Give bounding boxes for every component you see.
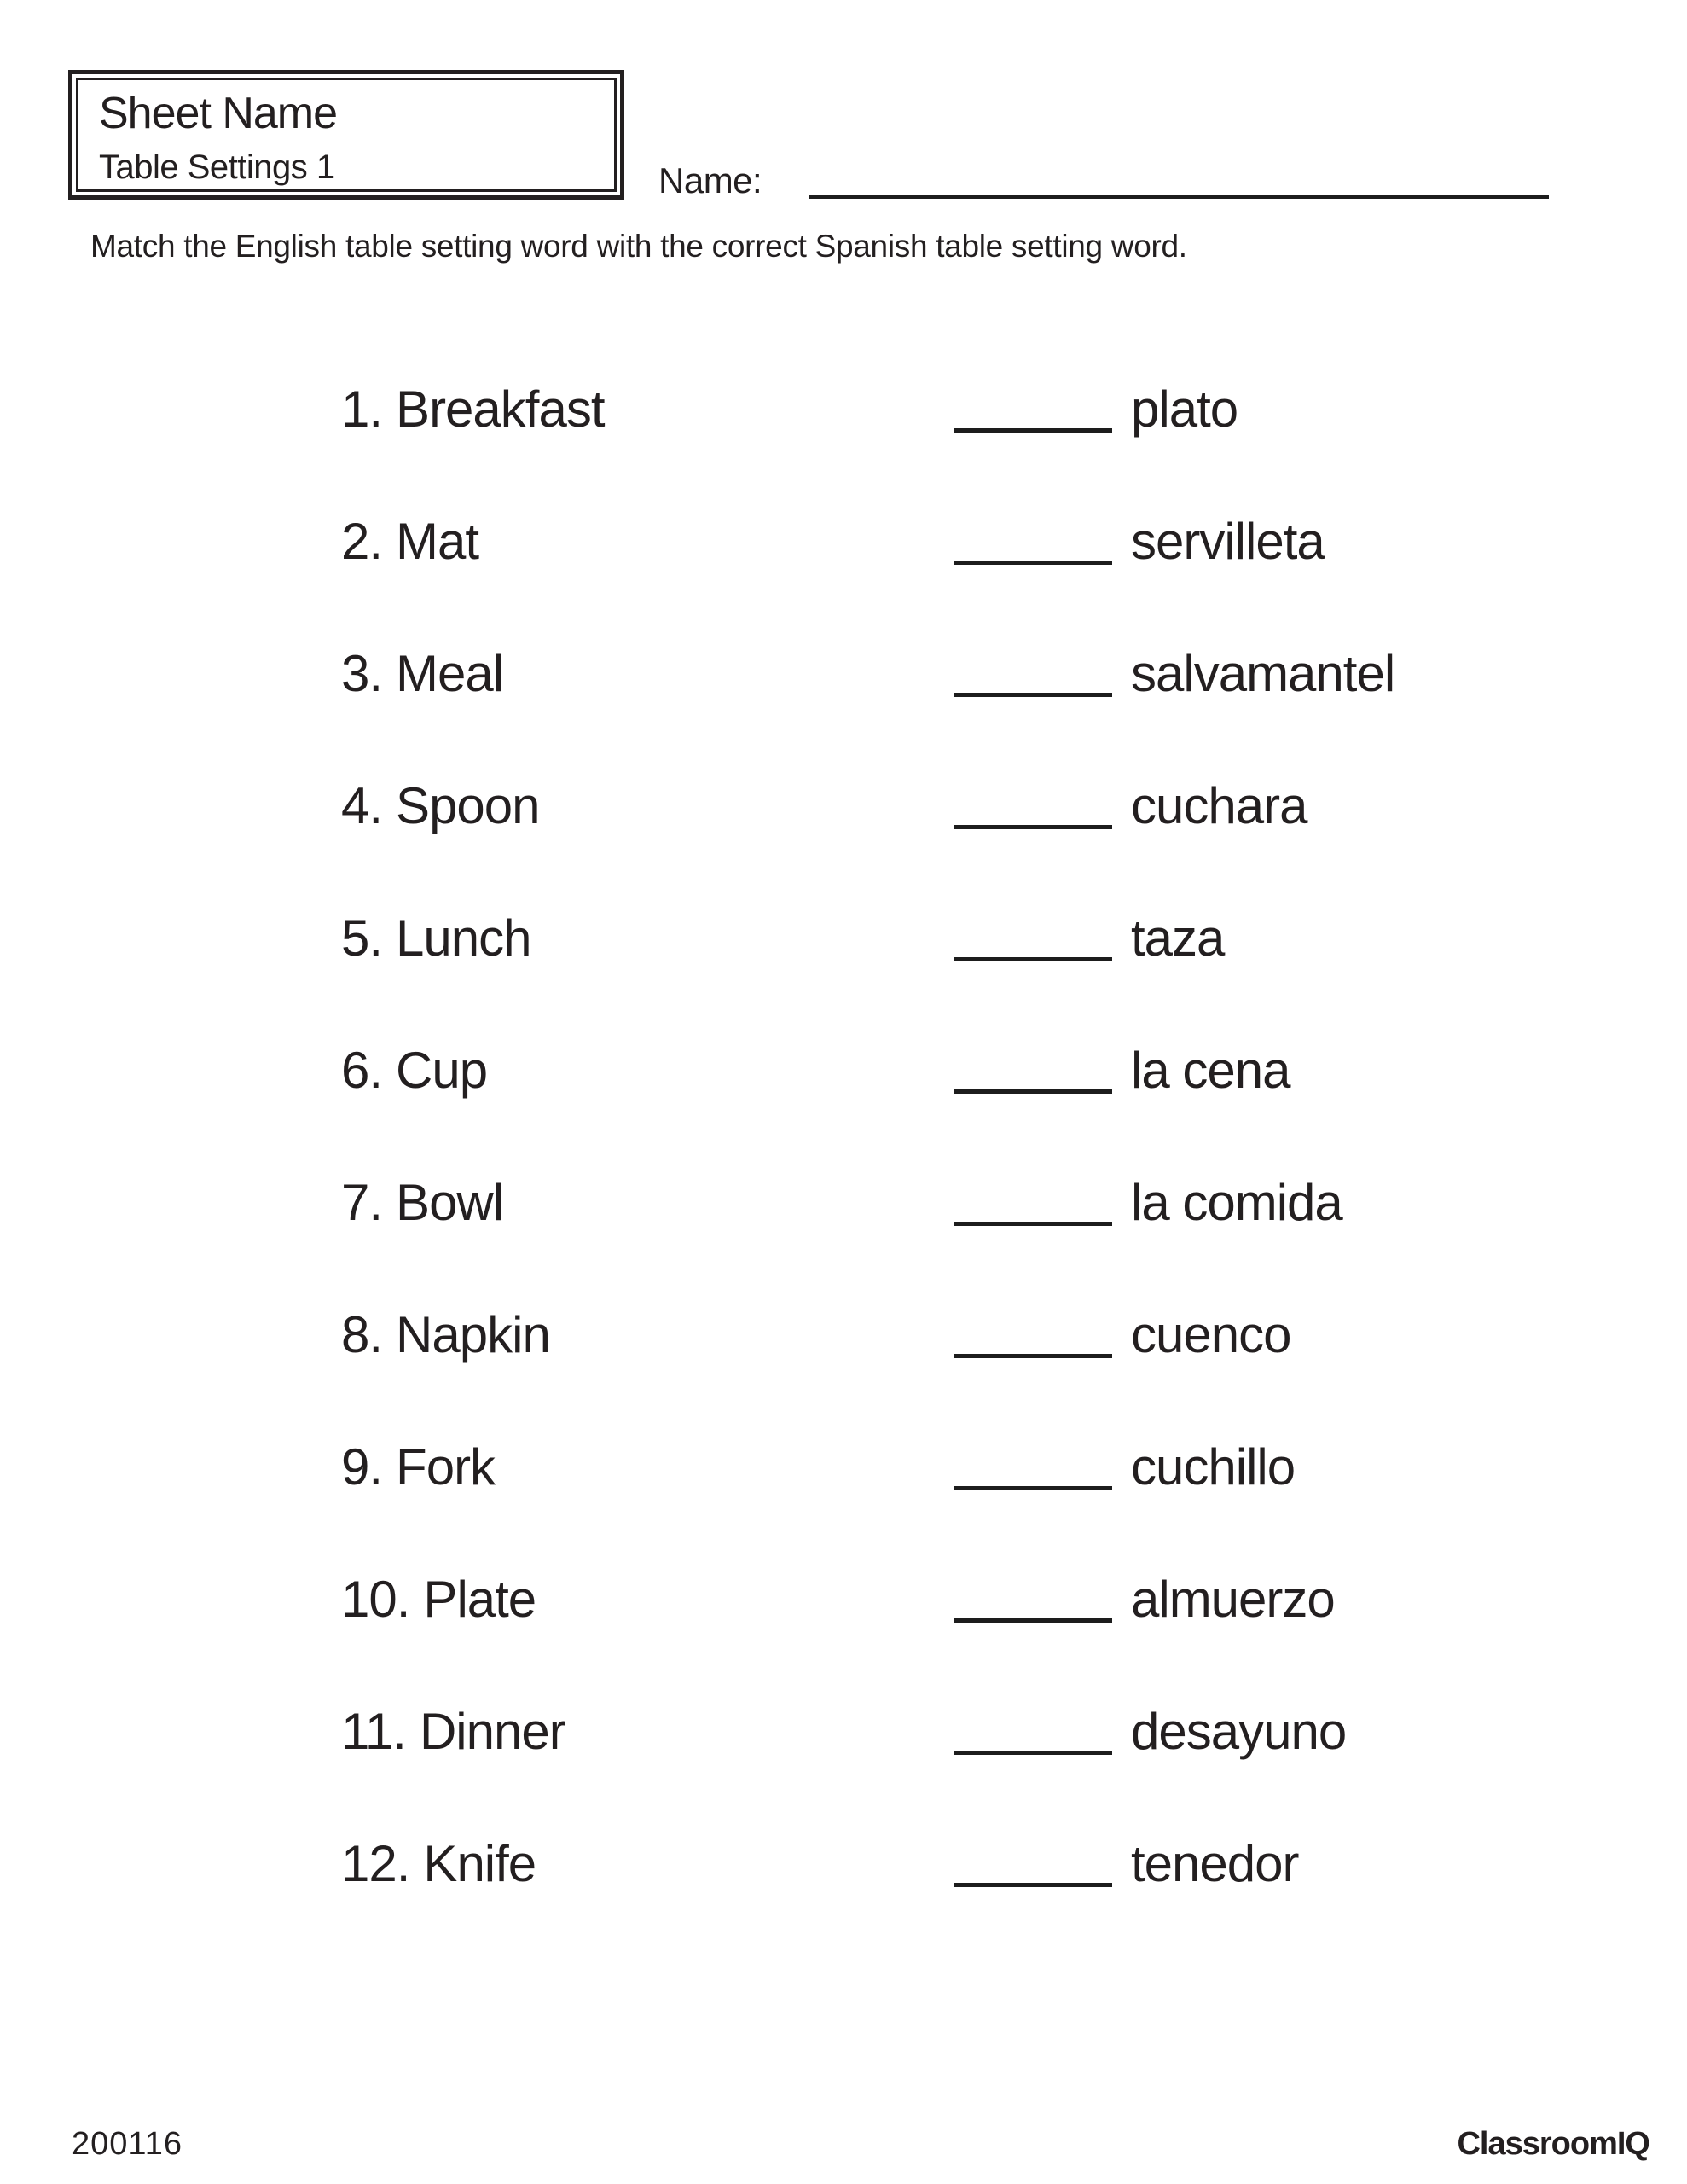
row-number: 8. [341, 1306, 383, 1363]
answer-blank-line [954, 957, 1112, 961]
match-row [0, 513, 1687, 593]
row-number: 12. [341, 1835, 410, 1892]
row-number: 3. [341, 645, 383, 702]
spanish-word: tenedor [1131, 1835, 1299, 1892]
english-cell [341, 645, 504, 702]
match-row [0, 1174, 1687, 1254]
footer-code: 200116 [72, 2126, 183, 2162]
spanish-word: plato [1131, 380, 1238, 438]
english-cell [341, 380, 605, 438]
answer-blank-line [954, 428, 1112, 433]
match-row [0, 1438, 1687, 1519]
english-word: Napkin [396, 1306, 550, 1363]
spanish-word: cuchillo [1131, 1438, 1296, 1496]
match-row [0, 777, 1687, 857]
english-cell [341, 1042, 488, 1099]
english-cell [341, 1703, 565, 1760]
row-number: 5. [341, 909, 383, 967]
row-number: 7. [341, 1174, 383, 1231]
english-word: Lunch [396, 909, 531, 967]
match-row [0, 909, 1687, 990]
spanish-word: salvamantel [1131, 645, 1395, 702]
answer-blank-line [954, 1354, 1112, 1358]
english-cell [341, 777, 540, 834]
answer-blank-line [954, 1222, 1112, 1226]
spanish-word: cuenco [1131, 1306, 1291, 1363]
answer-blank-line [954, 693, 1112, 697]
english-cell [341, 909, 531, 967]
english-word: Fork [396, 1438, 496, 1496]
spanish-word: la cena [1131, 1042, 1290, 1099]
answer-blank-line [954, 1883, 1112, 1887]
row-number: 9. [341, 1438, 383, 1496]
english-cell [341, 1835, 536, 1892]
answer-blank-line [954, 1618, 1112, 1623]
english-word: Mat [396, 513, 479, 570]
match-row [0, 1703, 1687, 1783]
match-row [0, 1306, 1687, 1386]
english-cell [341, 513, 479, 570]
row-number: 10. [341, 1571, 410, 1628]
instruction-text: Match the English table setting word with the correct Spanish table setting word. [90, 229, 1187, 264]
spanish-word: servilleta [1131, 513, 1325, 570]
answer-blank-line [954, 561, 1112, 565]
spanish-word: almuerzo [1131, 1571, 1335, 1628]
english-cell [341, 1438, 496, 1496]
row-number: 11. [341, 1703, 406, 1760]
name-label: Name: [658, 160, 762, 200]
sheet-name-label: Sheet Name [99, 89, 338, 138]
spanish-word: taza [1131, 909, 1225, 967]
answer-blank-line [954, 825, 1112, 829]
match-row [0, 1835, 1687, 1915]
row-number: 4. [341, 777, 383, 834]
spanish-word: desayuno [1131, 1703, 1347, 1760]
row-number: 6. [341, 1042, 383, 1099]
english-word: Spoon [396, 777, 540, 834]
english-cell [341, 1306, 550, 1363]
match-row [0, 1042, 1687, 1122]
english-cell [341, 1571, 536, 1628]
english-word: Knife [423, 1835, 536, 1892]
sheet-title: Table Settings 1 [99, 148, 335, 186]
answer-blank-line [954, 1486, 1112, 1490]
english-word: Bowl [396, 1174, 504, 1231]
match-row [0, 1571, 1687, 1651]
answer-blank-line [954, 1089, 1112, 1094]
english-word: Dinner [419, 1703, 565, 1760]
english-word: Plate [423, 1571, 536, 1628]
match-row [0, 380, 1687, 461]
english-word: Cup [396, 1042, 488, 1099]
english-cell [341, 1174, 504, 1231]
row-number: 1. [341, 380, 383, 438]
footer-brand-logo: ClassroomIQ [1457, 2126, 1649, 2162]
spanish-word: la comida [1131, 1174, 1342, 1231]
answer-blank-line [954, 1751, 1112, 1755]
english-word: Meal [396, 645, 504, 702]
english-word: Breakfast [396, 380, 605, 438]
row-number: 2. [341, 513, 383, 570]
spanish-word: cuchara [1131, 777, 1307, 834]
match-row [0, 645, 1687, 725]
